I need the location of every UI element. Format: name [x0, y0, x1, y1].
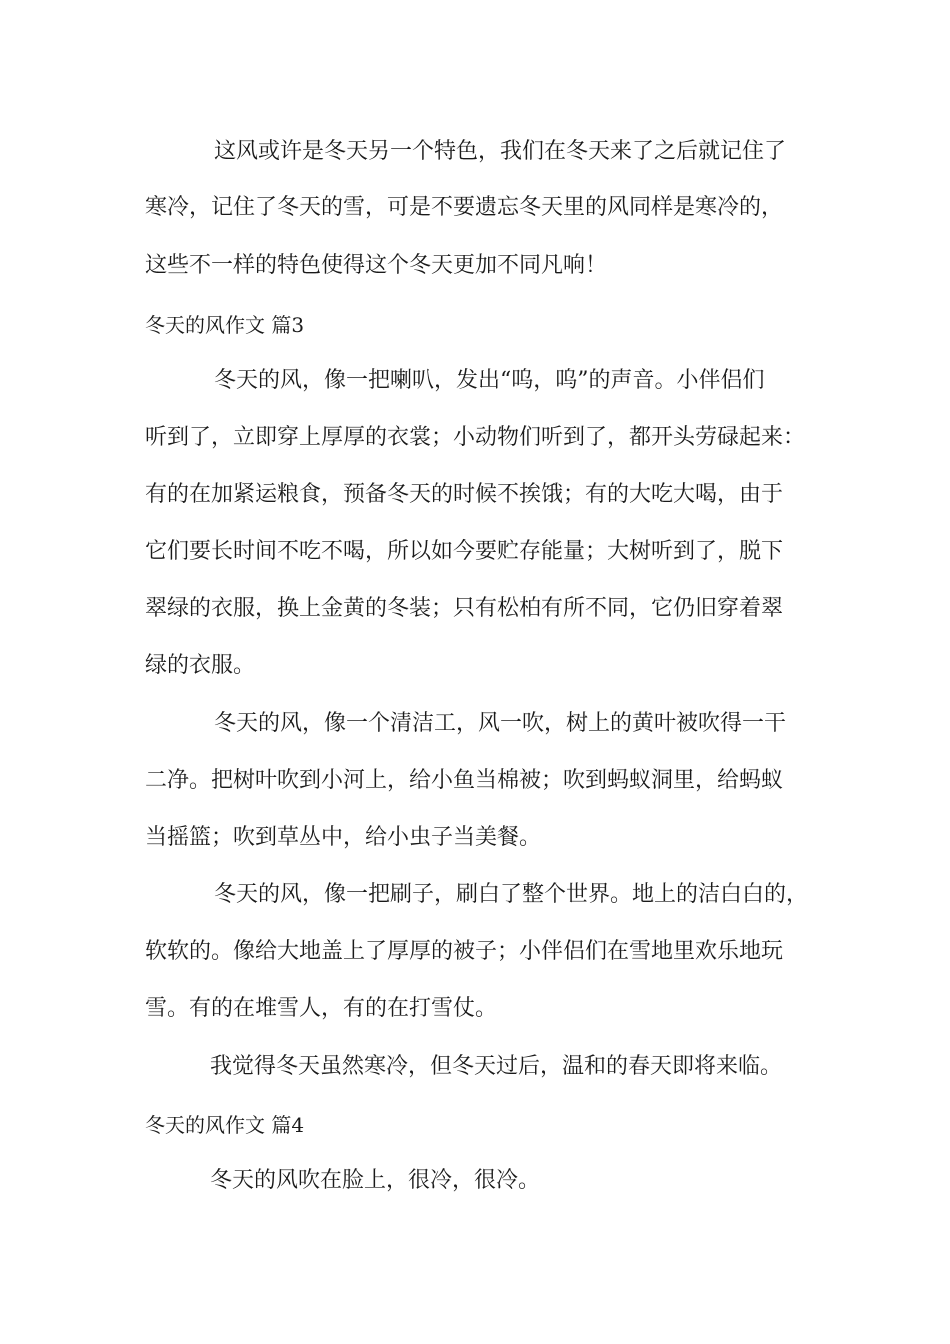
paragraph-4-line-2: 软软的。像给大地盖上了厚厚的被子；小伴侣们在雪地里欢乐地玩: [145, 939, 784, 964]
paragraph-2-line-2: 听到了，立即穿上厚厚的衣裳；小动物们听到了，都开头劳碌起来：: [145, 425, 806, 450]
paragraph-3-line-2: 二净。把树叶吹到小河上，给小鱼当棉被；吹到蚂蚁洞里，给蚂蚁: [145, 768, 784, 793]
paragraph-2-line-5: 翠绿的衣服，换上金黄的冬装；只有松柏有所不同，它仍旧穿着翠: [145, 596, 784, 621]
paragraph-3-line-3: 当摇篮；吹到草丛中，给小虫子当美餐。: [145, 825, 542, 850]
paragraph-3-line-1: 冬天的风，像一个清洁工，风一吹，树上的黄叶被吹得一干: [214, 711, 787, 736]
paragraph-6-line-1: 冬天的风吹在脸上，很冷，很冷。: [210, 1168, 541, 1193]
paragraph-5-line-1: 我觉得冬天虽然寒冷，但冬天过后，温和的春天即将来临。: [210, 1054, 783, 1079]
paragraph-2-line-4: 它们要长时间不吃不喝，所以如今要贮存能量；大树听到了，脱下: [145, 539, 784, 564]
paragraph-2-line-1: 冬天的风，像一把喇叭，发出“呜，呜”的声音。小伴侣们: [214, 368, 765, 393]
section-heading-4: 冬天的风作文 篇4: [145, 1113, 305, 1137]
paragraph-1-line-2: 寒冷，记住了冬天的雪，可是不要遗忘冬天里的风同样是寒冷的，: [145, 195, 784, 220]
section-heading-3: 冬天的风作文 篇3: [145, 313, 305, 337]
paragraph-1-line-3: 这些不一样的特色使得这个冬天更加不同凡响！: [145, 253, 608, 278]
paragraph-2-line-6: 绿的衣服。: [145, 653, 256, 678]
paragraph-1-line-1: 这风或许是冬天另一个特色，我们在冬天来了之后就记住了: [214, 139, 787, 164]
paragraph-4-line-1: 冬天的风，像一把刷子，刷白了整个世界。地上的洁白白的，: [214, 882, 809, 907]
paragraph-2-line-3: 有的在加紧运粮食，预备冬天的时候不挨饿；有的大吃大喝，由于: [145, 482, 784, 507]
paragraph-4-line-3: 雪。有的在堆雪人，有的在打雪仗。: [145, 996, 498, 1021]
